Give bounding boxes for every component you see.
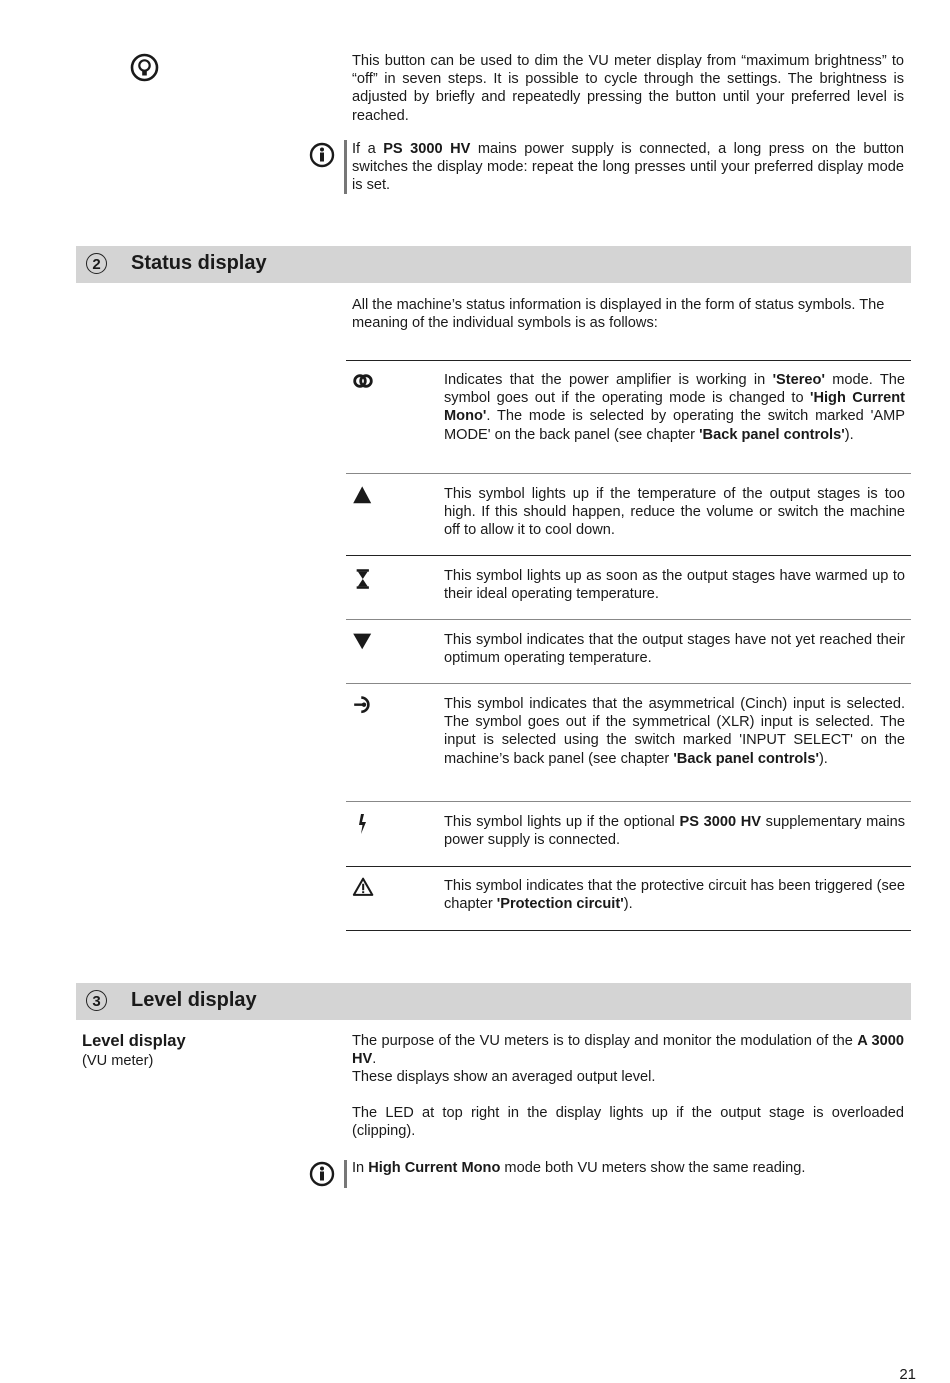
status-item-stereo: Indicates that the power amplifier is working in 'Stereo' mode. The symbol goes out if the operating mode is changed to 'High Current Mono'. The mode is selected by operating the switch marked 'AMP MODE' on the back panel (see chapter 'Back panel controls'). bbox=[444, 372, 905, 443]
page-number: 21 bbox=[899, 1366, 916, 1383]
table-rule bbox=[346, 801, 911, 802]
info-icon bbox=[309, 1161, 335, 1187]
table-rule bbox=[346, 619, 911, 620]
table-rule bbox=[346, 555, 911, 556]
note-marker bbox=[344, 140, 347, 194]
table-rule bbox=[346, 930, 911, 931]
brightness-description: This button can be used to dim the VU meter display from “maximum brightness” to “off” in seven steps. It is possible to cycle through the settings. The brightness is adjusted by briefly and repeatedly pressing the button until your preferred level is reached. bbox=[352, 53, 904, 124]
info-icon bbox=[309, 142, 335, 168]
section-number: 2 bbox=[86, 253, 107, 274]
cinch-input-icon bbox=[352, 694, 376, 716]
note-marker bbox=[344, 1160, 347, 1188]
status-item-cinch: This symbol indicates that the asymmetrical (Cinch) input is selected. The symbol goes out if the symmetrical (XLR) input is selected. The input is selected using the switch marked 'INPUT SELECT' on the machine’s back panel (see chapter 'Back panel controls'). bbox=[444, 696, 905, 767]
level-paragraph-2: The LED at top right in the display lights up if the output stage is overloaded (clipping). bbox=[352, 1105, 904, 1140]
status-item-overheat: This symbol lights up if the temperature of the output stages is too high. If this should happen, reduce the volume or switch the machine off to allow it to cool down. bbox=[444, 486, 905, 539]
status-display-header bbox=[76, 246, 911, 283]
power-supply-icon bbox=[352, 813, 376, 835]
status-item-warm: This symbol lights up as soon as the output stages have warmed up to their ideal operating temperature. bbox=[444, 568, 905, 603]
status-item-cold: This symbol indicates that the output stages have not yet reached their optimum operating temperature. bbox=[444, 632, 905, 667]
level-paragraph-1: The purpose of the VU meters is to display and monitor the modulation of the A 3000 HV. These displays show an averaged output level. bbox=[352, 1033, 904, 1086]
table-rule bbox=[346, 683, 911, 684]
table-rule bbox=[346, 360, 911, 361]
table-rule bbox=[346, 473, 911, 474]
brightness-note: If a PS 3000 HV mains power supply is connected, a long press on the button switches the display mode: repeat the long presses until your preferred display mode is set. bbox=[352, 141, 904, 194]
section-title: Status display bbox=[131, 252, 267, 274]
level-display-header bbox=[76, 983, 911, 1020]
section-title: Level display bbox=[131, 989, 257, 1011]
status-intro: All the machine’s status information is displayed in the form of status symbols. The meaning of the individual symbols is as follows: bbox=[352, 297, 885, 332]
level-side-subtitle: (VU meter) bbox=[82, 1053, 154, 1069]
section-number: 3 bbox=[86, 990, 107, 1011]
level-side-title: Level display bbox=[82, 1032, 186, 1050]
hourglass-icon bbox=[352, 568, 376, 590]
stereo-icon bbox=[352, 372, 376, 394]
brightness-button-icon bbox=[130, 53, 159, 82]
status-item-power-supply: This symbol lights up if the optional PS 3000 HV supplementary mains power supply is connected. bbox=[444, 814, 905, 849]
protection-warning-icon bbox=[352, 876, 376, 898]
warming-icon bbox=[352, 631, 376, 653]
overheat-icon bbox=[352, 485, 376, 507]
level-note: In High Current Mono mode both VU meters show the same reading. bbox=[352, 1160, 806, 1176]
table-rule bbox=[346, 866, 911, 867]
status-item-protection: This symbol indicates that the protective circuit has been triggered (see chapter 'Protection circuit'). bbox=[444, 878, 905, 913]
